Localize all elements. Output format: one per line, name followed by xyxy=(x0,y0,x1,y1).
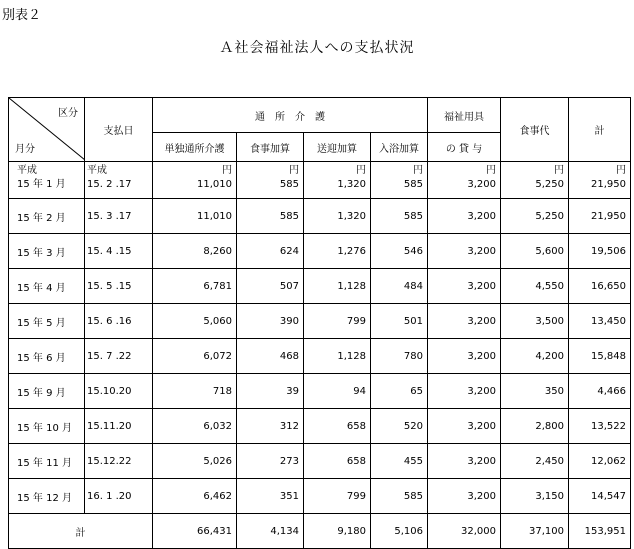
cell-value: 5,250 xyxy=(501,199,569,234)
document-label: 別表２ xyxy=(2,8,42,23)
cell-value: 15,848 xyxy=(569,339,631,374)
cell-value: 3,200 xyxy=(428,234,501,269)
era-label: 平成 xyxy=(87,165,107,176)
cell-value: 3,150 xyxy=(501,479,569,514)
table-row xyxy=(9,409,631,444)
cell-value: 1,128 xyxy=(304,269,371,304)
cell-value: 3,200 xyxy=(428,199,501,234)
cell-value: 799 xyxy=(304,304,371,339)
cell-value: 585 xyxy=(371,199,428,234)
header-fukushi-top: 福祉用具 xyxy=(428,98,501,133)
table-row xyxy=(9,444,631,479)
cell-value: 3,200 xyxy=(428,479,501,514)
cell-value: 21,950 xyxy=(591,179,626,190)
total-value: 37,100 xyxy=(501,514,569,549)
total-value: 4,134 xyxy=(237,514,304,549)
cell-value: 8,260 xyxy=(153,234,237,269)
cell-value: 585 xyxy=(237,199,304,234)
cell-value: 3,200 xyxy=(428,269,501,304)
total-row xyxy=(9,514,631,549)
table-row xyxy=(9,162,631,199)
cell-value: 3,200 xyxy=(428,304,501,339)
cell-value: 3,200 xyxy=(467,179,496,190)
header-sub-shokuji: 食事加算 xyxy=(237,133,304,162)
cell-value: 16,650 xyxy=(569,269,631,304)
table-row xyxy=(9,304,631,339)
cell-value: 799 xyxy=(304,479,371,514)
row-month: 15 年 12 月 xyxy=(9,479,85,514)
cell-value: 4,550 xyxy=(501,269,569,304)
cell-value: 21,950 xyxy=(569,199,631,234)
total-value: 5,106 xyxy=(371,514,428,549)
header-month: 月分 xyxy=(15,144,35,155)
cell-value: 19,506 xyxy=(569,234,631,269)
total-value: 32,000 xyxy=(428,514,501,549)
row-date: 15. 2 .17 xyxy=(87,179,132,190)
row-date: 15.10.20 xyxy=(85,374,153,409)
cell-value: 11,010 xyxy=(153,199,237,234)
cell-value: 780 xyxy=(371,339,428,374)
cell-value: 1,276 xyxy=(304,234,371,269)
cell-value: 1,320 xyxy=(337,179,366,190)
table-row xyxy=(9,234,631,269)
cell-value: 6,781 xyxy=(153,269,237,304)
cell-value: 12,062 xyxy=(569,444,631,479)
header-meal: 食事代 xyxy=(501,98,569,162)
cell-value: 13,522 xyxy=(569,409,631,444)
unit-label: 円 xyxy=(486,165,496,176)
total-value: 66,431 xyxy=(153,514,237,549)
cell-value: 455 xyxy=(371,444,428,479)
cell-value: 6,032 xyxy=(153,409,237,444)
table-row xyxy=(9,199,631,234)
header-sub-tandoku: 単独通所介護 xyxy=(153,133,237,162)
cell-value: 658 xyxy=(304,409,371,444)
total-value: 9,180 xyxy=(304,514,371,549)
cell-value: 585 xyxy=(403,179,423,190)
cell-value: 718 xyxy=(153,374,237,409)
cell-value: 350 xyxy=(501,374,569,409)
total-label: 計 xyxy=(9,514,153,549)
cell-value: 4,466 xyxy=(569,374,631,409)
cell-value: 39 xyxy=(237,374,304,409)
cell-value: 3,200 xyxy=(428,374,501,409)
cell-value: 1,320 xyxy=(304,199,371,234)
row-month: 15 年 2 月 xyxy=(9,199,85,234)
header-sub-nyuyoku: 入浴加算 xyxy=(371,133,428,162)
unit-label: 円 xyxy=(356,165,366,176)
cell-value: 585 xyxy=(279,179,299,190)
row-month: 15 年 3 月 xyxy=(9,234,85,269)
row-date: 15.11.20 xyxy=(85,409,153,444)
row-date: 15. 7 .22 xyxy=(85,339,153,374)
cell-value: 585 xyxy=(371,479,428,514)
cell-value: 507 xyxy=(237,269,304,304)
row-date: 15. 5 .15 xyxy=(85,269,153,304)
cell-value: 520 xyxy=(371,409,428,444)
cell-value: 351 xyxy=(237,479,304,514)
cell-value: 390 xyxy=(237,304,304,339)
row-date: 15. 6 .16 xyxy=(85,304,153,339)
cell-value: 2,450 xyxy=(501,444,569,479)
cell-value: 3,200 xyxy=(428,409,501,444)
header-total: 計 xyxy=(569,98,631,162)
unit-label: 円 xyxy=(222,165,232,176)
document-title: Ａ社会福祉法人への支払状況 xyxy=(219,40,415,56)
cell-value: 5,600 xyxy=(501,234,569,269)
cell-value: 3,200 xyxy=(428,339,501,374)
cell-value: 501 xyxy=(371,304,428,339)
header-paydate: 支払日 xyxy=(85,98,153,162)
row-month: 15 年 11 月 xyxy=(9,444,85,479)
cell-value: 484 xyxy=(371,269,428,304)
row-month: 15 年 5 月 xyxy=(9,304,85,339)
cell-value: 3,500 xyxy=(501,304,569,339)
table-row xyxy=(9,479,631,514)
row-date: 15. 4 .15 xyxy=(85,234,153,269)
row-date: 16. 1 .20 xyxy=(85,479,153,514)
cell-value: 11,010 xyxy=(197,179,232,190)
header-tsusho-kaigo: 通 所 介 護 xyxy=(153,98,428,133)
table-row xyxy=(9,339,631,374)
cell-value: 5,060 xyxy=(153,304,237,339)
cell-value: 1,128 xyxy=(304,339,371,374)
cell-value: 468 xyxy=(237,339,304,374)
era-label: 平成 xyxy=(17,165,37,176)
header-kubun: 区分 xyxy=(58,108,78,119)
cell-value: 312 xyxy=(237,409,304,444)
cell-value: 624 xyxy=(237,234,304,269)
cell-value: 5,250 xyxy=(535,179,564,190)
row-month: 15 年 4 月 xyxy=(9,269,85,304)
row-month: 15 年 9 月 xyxy=(9,374,85,409)
header-fukushi-bottom: の 貸 与 xyxy=(428,133,501,162)
total-value: 153,951 xyxy=(569,514,631,549)
row-month: 15 年 6 月 xyxy=(9,339,85,374)
table-row xyxy=(9,269,631,304)
cell-value: 5,026 xyxy=(153,444,237,479)
cell-value: 14,547 xyxy=(569,479,631,514)
payment-table xyxy=(8,97,631,549)
unit-label: 円 xyxy=(413,165,423,176)
cell-value: 546 xyxy=(371,234,428,269)
cell-value: 3,200 xyxy=(428,444,501,479)
row-month: 15 年 1 月 xyxy=(17,179,66,190)
cell-value: 658 xyxy=(304,444,371,479)
unit-label: 円 xyxy=(289,165,299,176)
cell-value: 2,800 xyxy=(501,409,569,444)
cell-value: 94 xyxy=(304,374,371,409)
unit-label: 円 xyxy=(554,165,564,176)
cell-value: 6,072 xyxy=(153,339,237,374)
cell-value: 4,200 xyxy=(501,339,569,374)
unit-label: 円 xyxy=(616,165,626,176)
row-date: 15.12.22 xyxy=(85,444,153,479)
row-month: 15 年 10 月 xyxy=(9,409,85,444)
header-diagonal-cell xyxy=(9,98,85,162)
cell-value: 273 xyxy=(237,444,304,479)
row-date: 15. 3 .17 xyxy=(85,199,153,234)
cell-value: 6,462 xyxy=(153,479,237,514)
cell-value: 65 xyxy=(371,374,428,409)
cell-value: 13,450 xyxy=(569,304,631,339)
header-sub-sougei: 送迎加算 xyxy=(304,133,371,162)
table-row xyxy=(9,374,631,409)
